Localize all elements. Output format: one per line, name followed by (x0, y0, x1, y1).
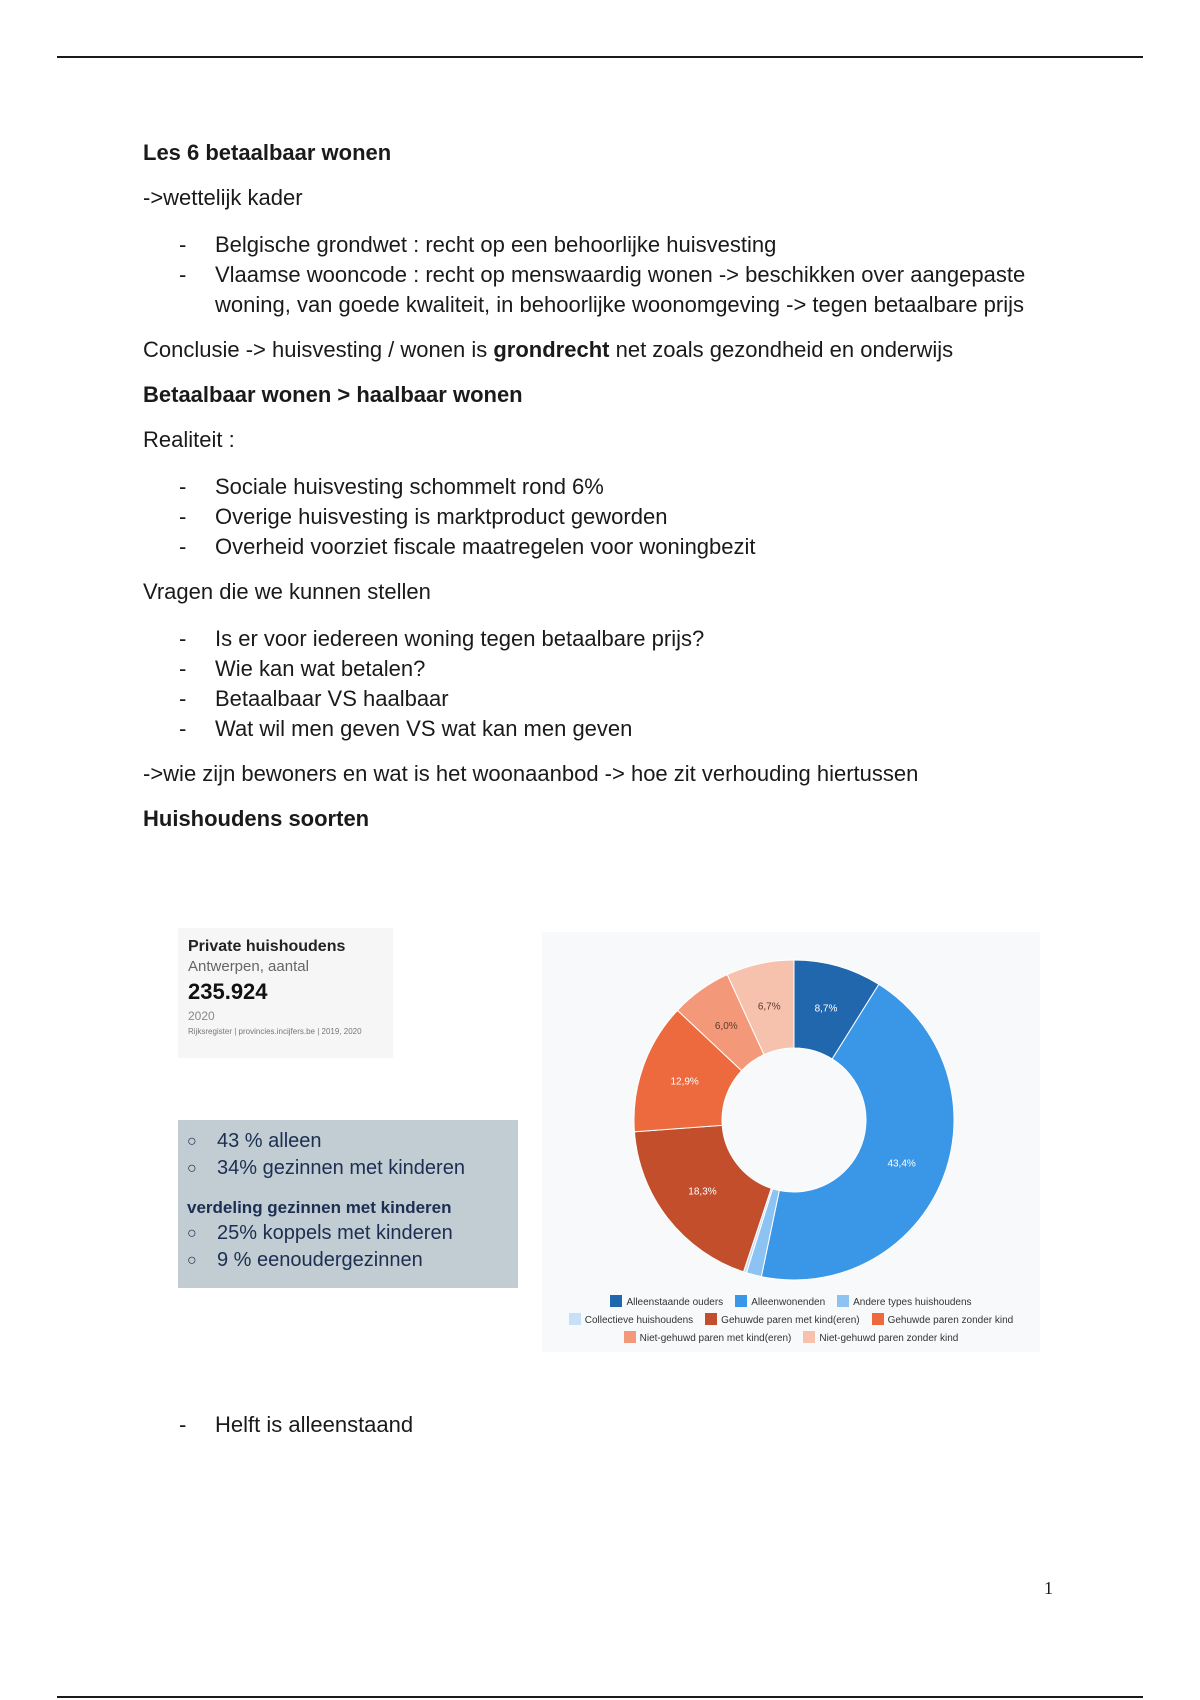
page-title: Les 6 betaalbaar wonen (143, 140, 392, 165)
donut-slice-label: 18,3% (688, 1186, 717, 1198)
intro-text: ->wettelijk kader (143, 185, 303, 210)
legend-swatch (610, 1295, 622, 1307)
document-body (143, 140, 1103, 850)
legend-swatch (705, 1313, 717, 1325)
legend-label: Andere types huishoudens (853, 1297, 972, 1308)
legal-list (143, 230, 1103, 320)
legend-swatch (803, 1331, 815, 1343)
stat-card-year: 2020 (188, 1009, 215, 1023)
legend-item (569, 1312, 693, 1330)
legend-swatch (872, 1313, 884, 1325)
stat-box (178, 1120, 518, 1288)
donut-slice-label: 12,9% (670, 1076, 699, 1088)
legend-label: Alleenstaande ouders (626, 1297, 724, 1308)
legend-swatch (837, 1295, 849, 1307)
legend-item (705, 1312, 859, 1330)
list-item: - Overige huisvesting is marktproduct geworden (179, 504, 668, 529)
legend-item (872, 1312, 1014, 1330)
list-item: - Overheid voorziet fiscale maatregelen voor woningbezit (179, 534, 756, 559)
list-item: - Belgische grondwet : recht op een behoorlijke huisvesting (179, 232, 777, 257)
list-item: - Helft is alleenstaand (179, 1412, 414, 1437)
circle-bullet-icon: ○ (187, 1133, 197, 1150)
donut-chart (542, 932, 1040, 1292)
top-rule (57, 56, 1143, 58)
circle-bullet-icon: ○ (187, 1252, 197, 1269)
list-item: - Wie kan wat betalen? (179, 656, 426, 681)
stat-card-subtitle: Antwerpen, aantal (188, 958, 309, 975)
section-heading: Huishoudens soorten (143, 806, 370, 831)
list-item: - Sociale huisvesting schommelt rond 6% (179, 474, 604, 499)
legend-label: Collectieve huishoudens (584, 1315, 694, 1326)
list-item: - Wat wil men geven VS wat kan men geven (179, 716, 633, 741)
legend-label: Gehuwde paren zonder kind (887, 1315, 1014, 1326)
donut-slice (634, 1125, 771, 1272)
list-item: ○ 9 % eenoudergezinnen (187, 1247, 509, 1274)
legend-item (837, 1294, 971, 1312)
donut-slice-label: 8,7% (814, 1003, 838, 1015)
circle-bullet-icon: ○ (187, 1225, 197, 1242)
legend-label: Alleenwonenden (751, 1297, 826, 1308)
household-figures (170, 922, 1040, 1352)
questions-list (143, 624, 1103, 744)
reality-list (143, 472, 1103, 562)
list-item: - Is er voor iedereen woning tegen betaalbare prijs? (179, 626, 705, 651)
list-item: ○ 43 % alleen (187, 1128, 509, 1155)
legend-item (735, 1294, 825, 1312)
conclusion-bold: grondrecht (493, 337, 610, 362)
list-item: - Betaalbaar VS haalbaar (179, 686, 449, 711)
circle-bullet-icon: ○ (187, 1160, 197, 1177)
donut-chart-panel (542, 932, 1040, 1352)
final-list (143, 1410, 843, 1456)
legend-item (624, 1330, 792, 1348)
list-item: ○ 25% koppels met kinderen (187, 1220, 509, 1247)
list-item: ○ 34% gezinnen met kinderen (187, 1155, 509, 1182)
stat-card-source: Rijksregister | provincies.incijfers.be | 2019, 2020 (188, 1027, 362, 1036)
stat-card-title: Private huishoudens (188, 938, 346, 955)
legend-item (610, 1294, 723, 1312)
stat-box-subheading: verdeling gezinnen met kinderen (187, 1198, 452, 1217)
stat-card-value: 235.924 (188, 979, 268, 1004)
relation-text: ->wie zijn bewoners en wat is het woonaanbod -> hoe zit verhouding hiertussen (143, 761, 919, 786)
donut-slice-label: 43,4% (887, 1158, 916, 1170)
reality-label: Realiteit : (143, 427, 235, 452)
section-heading: Betaalbaar wonen > haalbaar wonen (143, 382, 523, 407)
stat-card (178, 928, 393, 1058)
legend-item (803, 1330, 958, 1348)
legend-swatch (569, 1313, 581, 1325)
legend-label: Niet-gehuwd paren met kind(eren) (639, 1333, 792, 1344)
donut-slice-label: 6,0% (714, 1020, 738, 1032)
legend-swatch (624, 1331, 636, 1343)
legend-label: Niet-gehuwd paren zonder kind (819, 1333, 959, 1344)
legend-label: Gehuwde paren met kind(eren) (721, 1315, 860, 1326)
list-item: - Vlaamse wooncode : recht op menswaardig wonen -> beschikken over aangepaste woning, van goede kwaliteit, in behoorlijke woonomgeving -> tegen betaalbare prijs (179, 262, 1026, 317)
chart-legend (552, 1294, 1030, 1348)
page-number: 1 (1044, 1578, 1053, 1598)
legend-swatch (735, 1295, 747, 1307)
conclusion-text: Conclusie -> huisvesting / wonen is grondrecht net zoals gezondheid en onderwijs (143, 337, 954, 362)
questions-label: Vragen die we kunnen stellen (143, 579, 431, 604)
donut-slice-label: 6,7% (757, 1001, 781, 1013)
bottom-rule (57, 1696, 1143, 1698)
